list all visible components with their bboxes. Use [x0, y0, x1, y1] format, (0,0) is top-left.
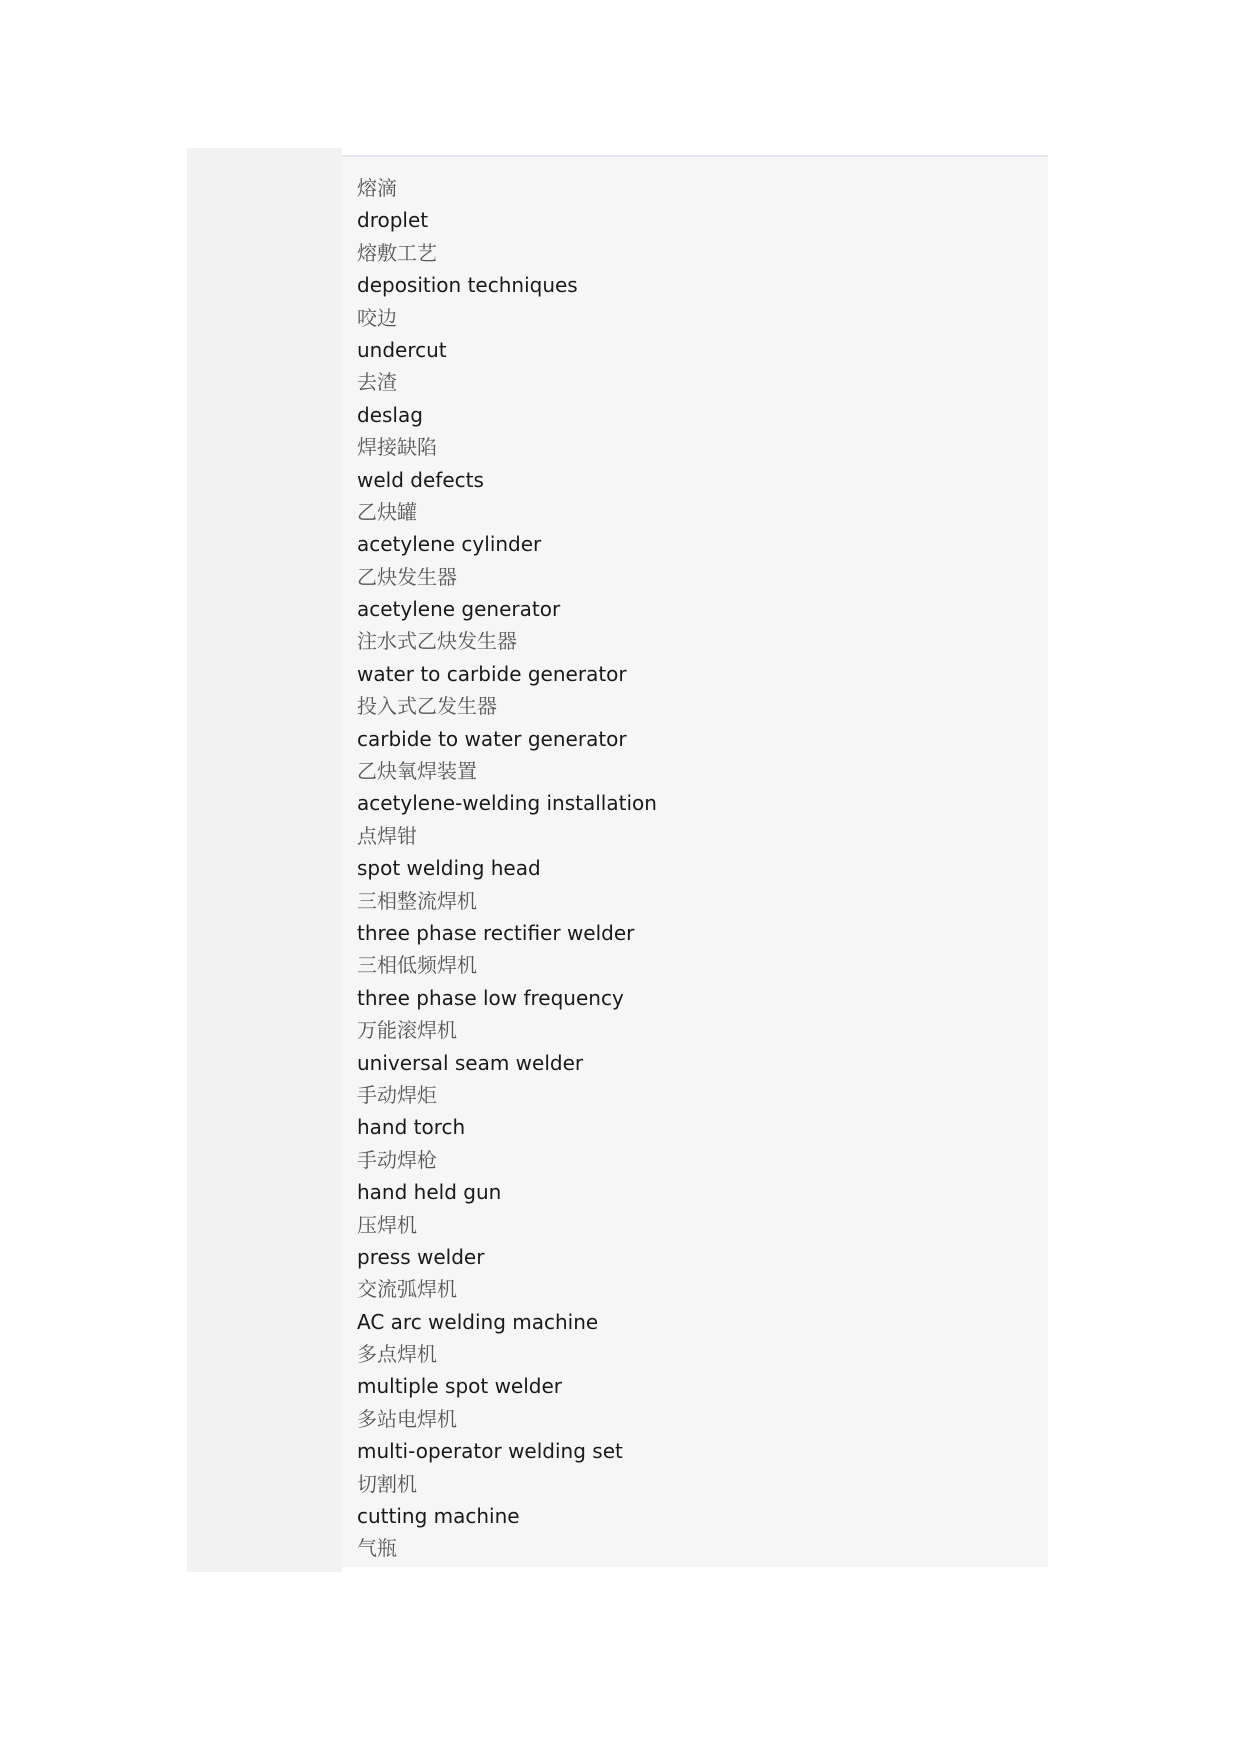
term-chinese: 多站电焊机: [357, 1406, 457, 1431]
term-chinese: 咬边: [357, 305, 397, 330]
term-english: deposition techniques: [357, 273, 578, 298]
term-chinese: 乙炔罐: [357, 499, 417, 524]
term-english: three phase rectifier welder: [357, 920, 635, 945]
term-english: three phase low frequency: [357, 985, 624, 1010]
term-chinese: 手动焊枪: [357, 1147, 437, 1172]
term-chinese: 三相整流焊机: [357, 888, 477, 913]
term-english: deslag: [357, 402, 423, 427]
left-sidebar-column: [187, 148, 342, 1572]
term-chinese: 焊接缺陷: [357, 435, 437, 460]
term-english: multiple spot welder: [357, 1374, 563, 1399]
term-english: undercut: [357, 337, 447, 362]
term-chinese: 多点焊机: [357, 1342, 437, 1367]
term-chinese: 注水式乙炔发生器: [357, 629, 517, 654]
term-chinese: 点焊钳: [357, 823, 417, 848]
term-english: acetylene generator: [357, 597, 561, 622]
term-chinese: 压焊机: [357, 1212, 417, 1237]
term-english: water to carbide generator: [357, 661, 627, 686]
term-english: universal seam welder: [357, 1050, 584, 1075]
term-chinese: 乙炔氧焊装置: [357, 759, 477, 784]
term-english: hand torch: [357, 1115, 466, 1140]
term-english: press welder: [357, 1244, 485, 1269]
term-english: droplet: [357, 208, 429, 233]
term-list: [357, 172, 657, 1565]
term-english: hand held gun: [357, 1180, 502, 1205]
term-english: multi-operator welding set: [357, 1439, 623, 1464]
term-english: acetylene cylinder: [357, 532, 542, 557]
term-chinese: 乙炔发生器: [357, 564, 457, 589]
term-english: cutting machine: [357, 1504, 520, 1529]
term-english: weld defects: [357, 467, 484, 492]
term-chinese: 万能滚焊机: [357, 1018, 457, 1043]
term-chinese: 投入式乙发生器: [357, 694, 497, 719]
term-english: spot welding head: [357, 856, 541, 881]
term-english: carbide to water generator: [357, 726, 627, 751]
term-english: AC arc welding machine: [357, 1309, 599, 1334]
term-chinese: 三相低频焊机: [357, 953, 477, 978]
term-chinese: 切割机: [357, 1471, 417, 1496]
term-chinese: 熔滴: [357, 176, 397, 200]
term-chinese: 交流弧焊机: [357, 1277, 457, 1302]
term-english: acetylene-welding installation: [357, 791, 657, 816]
term-chinese: 气瓶: [357, 1536, 397, 1561]
term-chinese: 熔敷工艺: [357, 240, 437, 265]
term-chinese: 手动焊炬: [357, 1082, 437, 1107]
term-chinese: 去渣: [357, 370, 397, 395]
